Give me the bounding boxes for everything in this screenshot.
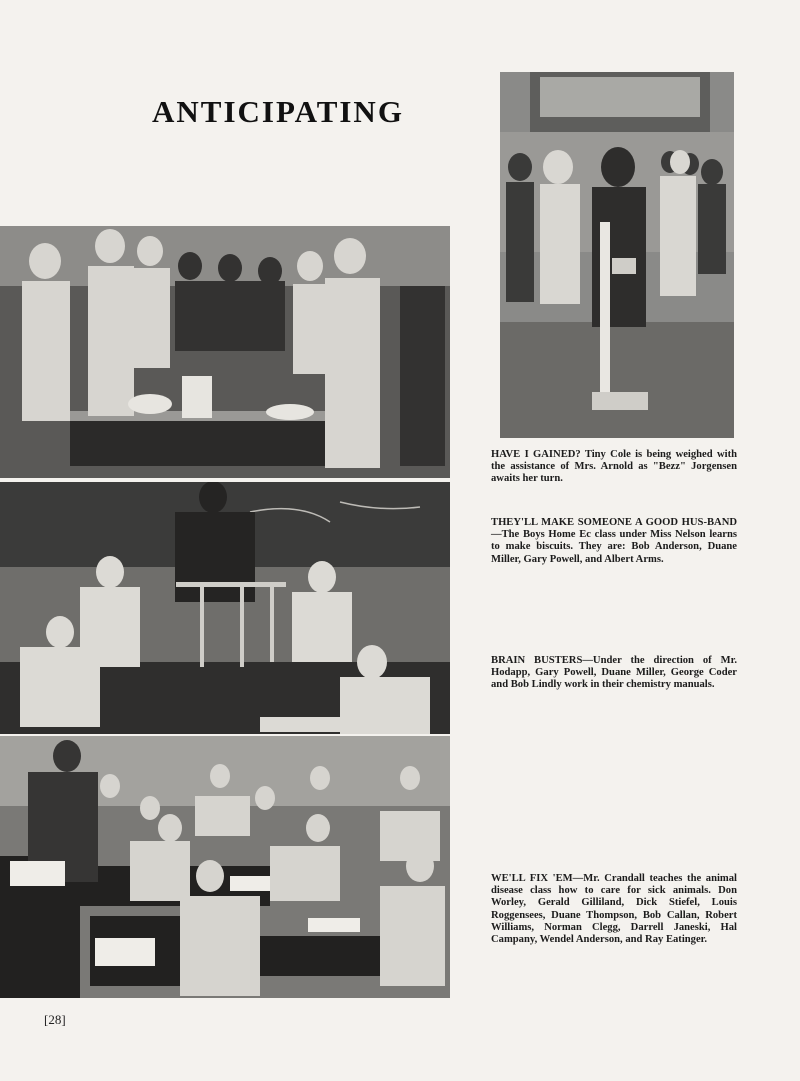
caption-animal-disease: WE'LL FIX 'EM—Mr. Crandall teaches the animal disease class how to care for sick animals. Don Worley, Gerald Gilliland, Dick Stiefel, Louis Roggensees, Duane Thompson, Bob Callan, Robert Williams, Norman Clegg, Darrell Janeski, Hal Campany, Wendel Anderson, and Ray Eatinger. bbox=[491, 873, 737, 946]
chemistry-lab-photo bbox=[0, 482, 450, 734]
cooking-class-photo bbox=[0, 226, 450, 478]
page-title: ANTICIPATING bbox=[152, 94, 404, 129]
caption-weighing: HAVE I GAINED? Tiny Cole is being weighed with the assistance of Mrs. Arnold as "Bezz" Jorgensen awaits her turn. bbox=[491, 449, 737, 485]
caption-chemistry: BRAIN BUSTERS—Under the direction of Mr. Hodapp, Gary Powell, Duane Miller, George Coder and Bob Lindly work in their chemistry manuals. bbox=[491, 655, 737, 691]
page-number: [28] bbox=[44, 1012, 66, 1027]
animal-disease-class-photo bbox=[0, 736, 450, 998]
caption-home-ec: THEY'LL MAKE SOMEONE A GOOD HUS-BAND—The Boys Home Ec class under Miss Nelson learns to make biscuits. They are: Bob Anderson, Duane Miller, Gary Powell, and Albert Arms. bbox=[491, 517, 737, 565]
weighing-scale-photo bbox=[500, 72, 734, 438]
